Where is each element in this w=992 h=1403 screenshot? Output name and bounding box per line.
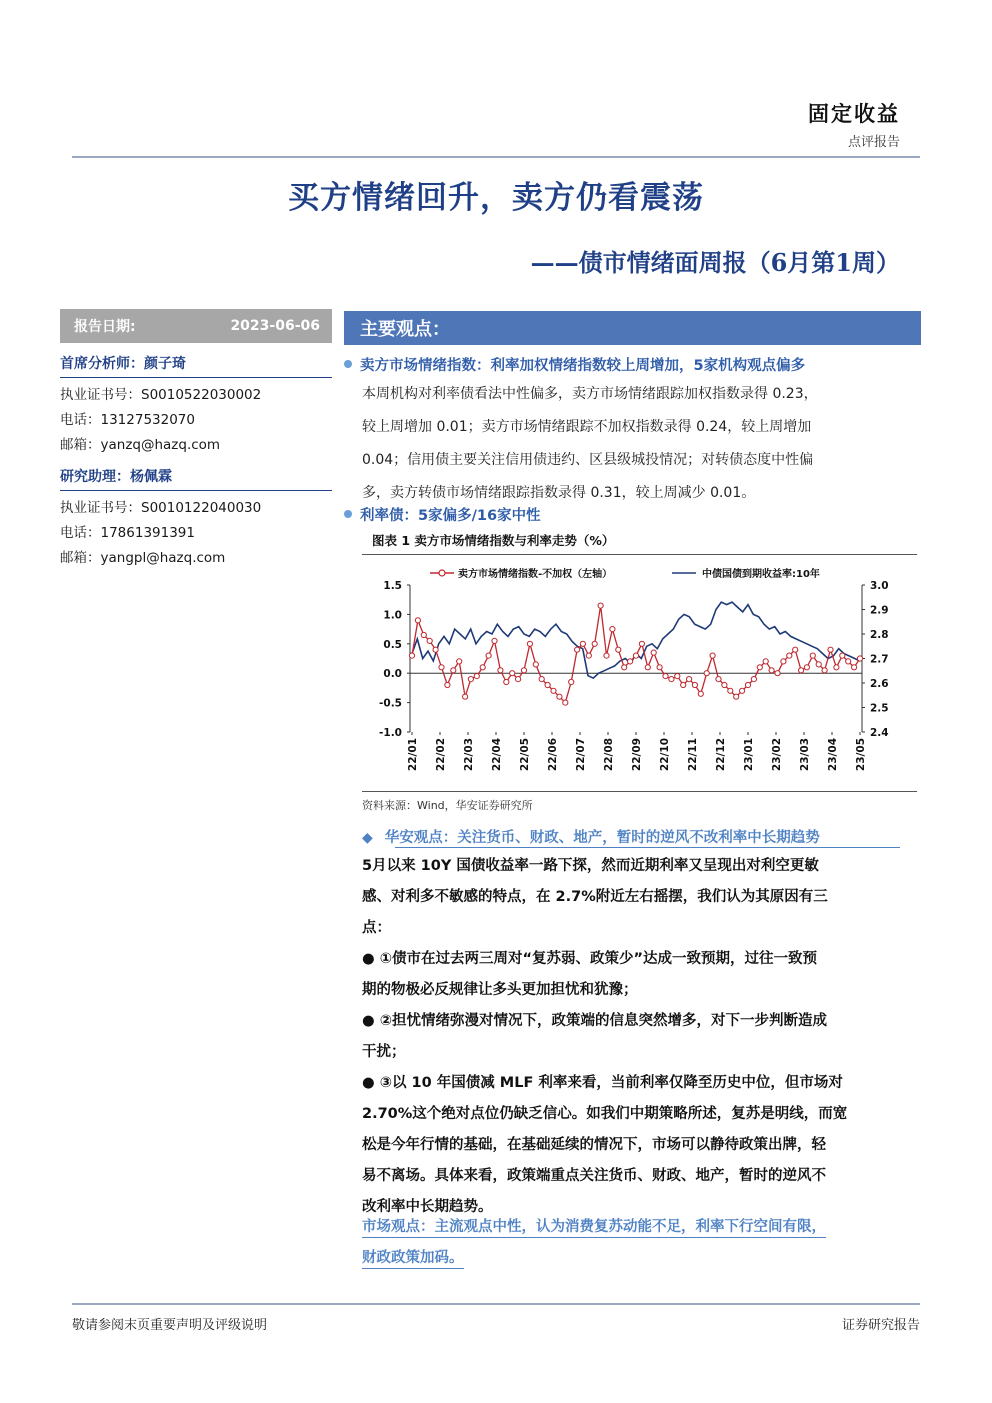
right-tick-label: 2.8 (870, 629, 889, 641)
x-tick-label: 22/08 (603, 738, 615, 772)
sentiment-point (604, 653, 609, 658)
body-line: ● ③以 10 年国债减 MLF 利率来看，当前利率仅降至历史中位，但市场对 (362, 1075, 843, 1091)
figure-source: 资料来源：Wind，华安证券研究所 (362, 799, 533, 812)
bullet-heading-2 (344, 504, 541, 525)
legend-label-yield: 中债国债到期收益率:10年 (702, 569, 820, 580)
assistant-phone: 电话：17861391391 (60, 525, 195, 541)
sentiment-point (527, 641, 532, 646)
footer-label: 证券研究报告 (841, 1318, 920, 1333)
sentiment-point (657, 665, 662, 670)
figure-title: 图表 1 卖方市场情绪指数与利率走势（%） (372, 533, 615, 548)
left-tick-label: 0.5 (383, 638, 402, 651)
sentiment-point (622, 665, 627, 670)
analyst-info (60, 378, 332, 458)
sentiment-point (551, 688, 556, 693)
body-line: ● ①债市在过去两三周对“复苏弱、政策少”达成一致预期，过往一致预 (362, 951, 818, 967)
sentiment-point (651, 650, 656, 655)
sentiment-point (781, 659, 786, 664)
header-divider (72, 156, 920, 158)
sentiment-point (415, 618, 420, 623)
footer-divider (72, 1303, 920, 1305)
sentiment-point (539, 677, 544, 682)
page-subtitle: ——债市情绪面周报（6月第1周） (530, 248, 900, 277)
body-line: 2.70%这个绝对点位仍缺乏信心。如我们中期策略所述，复苏是明线，而宽 (362, 1106, 848, 1122)
huaan-view-heading-text: 华安观点：关注货币、财政、地产，暂时的逆风不改利率中长期趋势 (384, 830, 820, 846)
chart-axes (379, 580, 889, 771)
body-line: 易不离场。具体来看，政策端重点关注货币、财政、地产，暂时的逆风不 (362, 1168, 826, 1184)
sentiment-point (586, 653, 591, 658)
sentiment-point (775, 671, 780, 676)
sentiment-point (516, 677, 521, 682)
sentiment-point (510, 671, 515, 676)
sentiment-point (639, 641, 644, 646)
x-tick-label: 23/04 (827, 738, 839, 772)
sentiment-point (757, 665, 762, 670)
sentiment-point (439, 665, 444, 670)
paragraph-line: 0.04；信用债主要关注信用债违约、区县级城投情况；对转债态度中性偏 (362, 452, 814, 468)
sentiment-point (557, 694, 562, 699)
sentiment-point (799, 668, 804, 673)
right-tick-label: 2.4 (870, 727, 889, 739)
market-view (362, 1212, 907, 1274)
x-tick-label: 22/02 (435, 738, 447, 772)
sentiment-point (763, 659, 768, 664)
sentiment-point (710, 653, 715, 658)
sentiment-point (840, 653, 845, 658)
sentiment-point (681, 682, 686, 687)
sentiment-point (822, 668, 827, 673)
sentiment-point (598, 603, 603, 608)
sentiment-point (592, 641, 597, 646)
x-tick-label: 22/03 (463, 738, 475, 772)
sentiment-point (474, 674, 479, 679)
analyst-license: 执业证书号：S0010522030002 (60, 387, 262, 403)
sentiment-point (616, 647, 621, 652)
series-sentiment (409, 603, 862, 705)
series-yield (412, 602, 860, 678)
sentiment-point (498, 668, 503, 673)
sentiment-point (852, 665, 857, 670)
paragraph-line: 多，卖方转债市场情绪跟踪指数录得 0.31，较上周减少 0.01。 (362, 485, 756, 501)
market-view-line: 财政政策加码。 (362, 1250, 464, 1269)
report-type: 点评报告 (847, 135, 900, 150)
diamond-bullet-icon: ◆ (362, 830, 373, 846)
right-tick-label: 2.9 (870, 604, 889, 617)
huaan-view-body (362, 851, 907, 1223)
x-tick-label: 22/12 (715, 738, 727, 772)
huaan-view-heading (362, 826, 820, 847)
sentiment-point (433, 647, 438, 652)
sentiment-point (828, 647, 833, 652)
x-tick-label: 22/06 (547, 738, 559, 772)
body-line: ● ②担忧情绪弥漫对情况下，政策端的信息突然增多，对下一步判断造成 (362, 1013, 827, 1029)
left-tick-label: 0.0 (383, 668, 402, 681)
x-tick-label: 23/01 (743, 738, 755, 772)
body-line: 改利率中长期趋势。 (362, 1199, 493, 1215)
sentiment-point (734, 694, 739, 699)
sentiment-yield-chart (362, 557, 917, 789)
sentiment-point (463, 694, 468, 699)
assistant-role: 研究助理：杨佩霖 (60, 458, 332, 491)
sentiment-point (480, 665, 485, 670)
figure-bottom-rule (362, 791, 917, 792)
sentiment-point (834, 665, 839, 670)
assistant-license: 执业证书号：S0010122040030 (60, 500, 262, 516)
body-line: 期的物极必反规律让多头更加担忧和犹豫； (362, 982, 638, 998)
sentiment-point (521, 668, 526, 673)
sentiment-point (409, 653, 414, 658)
chart-legend (430, 567, 820, 580)
sentiment-point (810, 653, 815, 658)
sentiment-point (857, 656, 862, 661)
report-date-value: 2023-06-06 (230, 318, 320, 334)
bullet-heading-1 (344, 354, 805, 375)
figure-top-rule (362, 554, 917, 555)
sentiment-point (633, 653, 638, 658)
paragraph-line: 本周机构对利率债看法中性偏多，卖方市场情绪跟踪加权指数录得 0.23， (362, 386, 818, 402)
sentiment-point (698, 691, 703, 696)
sentiment-point (545, 682, 550, 687)
author-panel (60, 309, 332, 571)
sentiment-point (787, 653, 792, 658)
x-tick-label: 22/05 (519, 738, 531, 772)
assistant-info (60, 491, 332, 571)
body-line: 点： (362, 920, 391, 936)
sentiment-point (468, 677, 473, 682)
sentiment-point (740, 688, 745, 693)
bullet-heading-2-text: 利率债：5家偏多/16家中性 (360, 508, 541, 524)
body-line: 松是今年行情的基础，在基础延续的情况下，市场可以静待政策出牌，轻 (362, 1137, 826, 1153)
huaan-view-underline (395, 847, 900, 848)
x-tick-label: 22/10 (659, 738, 671, 772)
sentiment-point (533, 662, 538, 667)
sentiment-point (751, 677, 756, 682)
sentiment-point (645, 665, 650, 670)
analyst-role: 首席分析师：颜子琦 (60, 345, 332, 378)
analyst-phone: 电话：13127532070 (60, 412, 195, 428)
sentiment-point (486, 653, 491, 658)
report-category: 固定收益 (808, 102, 900, 126)
sentiment-point (804, 665, 809, 670)
body-line: 5月以来 10Y 国债收益率一路下探，然而近期利率又呈现出对利空更敏 (362, 858, 819, 874)
sentiment-point (580, 641, 585, 646)
sentiment-point (704, 671, 709, 676)
sentiment-point (575, 647, 580, 652)
sentiment-point (687, 677, 692, 682)
paragraph-line: 较上周增加 0.01；卖方市场情绪跟踪不加权指数录得 0.24，较上周增加 (362, 419, 812, 435)
sentiment-point (504, 679, 509, 684)
sentiment-point (728, 688, 733, 693)
x-tick-label: 23/05 (855, 738, 867, 772)
sentiment-point (569, 679, 574, 684)
section-title: 主要观点： (360, 319, 450, 340)
section-title-bar (344, 311, 921, 345)
sentiment-point (769, 668, 774, 673)
footer-disclaimer: 敬请参阅末页重要声明及评级说明 (72, 1318, 268, 1333)
market-view-line: 市场观点：主流观点中性，认为消费复苏动能不足，利率下行空间有限， (362, 1219, 826, 1238)
left-tick-label: -0.5 (379, 697, 402, 710)
yield-line (412, 602, 860, 678)
x-tick-label: 22/11 (687, 738, 699, 772)
bullet-1-paragraph (362, 378, 904, 510)
right-tick-label: 3.0 (870, 580, 889, 592)
sentiment-point (427, 638, 432, 643)
sentiment-point (492, 638, 497, 643)
legend-marker-sentiment (439, 570, 445, 576)
x-tick-label: 22/04 (491, 738, 503, 772)
sentiment-point (563, 700, 568, 705)
legend-label-sentiment: 卖方市场情绪指数-不加权（左轴） (458, 569, 613, 580)
report-date-bar (60, 309, 332, 343)
x-tick-label: 22/01 (407, 738, 419, 772)
sentiment-point (421, 632, 426, 637)
sentiment-point (457, 659, 462, 664)
sentiment-point (846, 659, 851, 664)
x-tick-label: 22/07 (575, 738, 587, 772)
sentiment-point (716, 677, 721, 682)
sentiment-point (445, 682, 450, 687)
right-tick-label: 2.6 (870, 678, 889, 690)
sentiment-point (663, 674, 668, 679)
sentiment-point (692, 682, 697, 687)
right-tick-label: 2.5 (870, 702, 889, 715)
bullet-dot-icon (344, 510, 352, 518)
x-tick-label: 23/03 (799, 738, 811, 772)
sentiment-point (816, 662, 821, 667)
x-tick-label: 22/09 (631, 738, 643, 772)
sentiment-point (451, 668, 456, 673)
left-tick-label: 1.0 (383, 609, 402, 622)
sentiment-point (675, 674, 680, 679)
sentiment-point (745, 682, 750, 687)
assistant-email[interactable]: 邮箱：yangpl@hazq.com (60, 550, 226, 566)
sentiment-point (722, 682, 727, 687)
left-tick-label: -1.0 (379, 727, 402, 739)
analyst-email[interactable]: 邮箱：yanzq@hazq.com (60, 437, 221, 453)
left-tick-label: 1.5 (383, 580, 402, 592)
sentiment-point (628, 659, 633, 664)
sentiment-point (610, 627, 615, 632)
report-date-label: 报告日期: (74, 319, 136, 335)
bullet-heading-1-text: 卖方市场情绪指数：利率加权情绪指数较上周增加，5家机构观点偏多 (360, 358, 806, 374)
right-tick-label: 2.7 (870, 653, 889, 666)
sentiment-point (669, 677, 674, 682)
sentiment-point (793, 647, 798, 652)
body-line: 干扰； (362, 1044, 406, 1060)
x-tick-label: 23/02 (771, 738, 783, 772)
bullet-dot-icon (344, 360, 352, 368)
body-line: 感、对利多不敏感的特点，在 2.7%附近左右摇摆，我们认为其原因有三 (362, 889, 828, 905)
page-title: 买方情绪回升，卖方仍看震荡 (288, 180, 704, 216)
